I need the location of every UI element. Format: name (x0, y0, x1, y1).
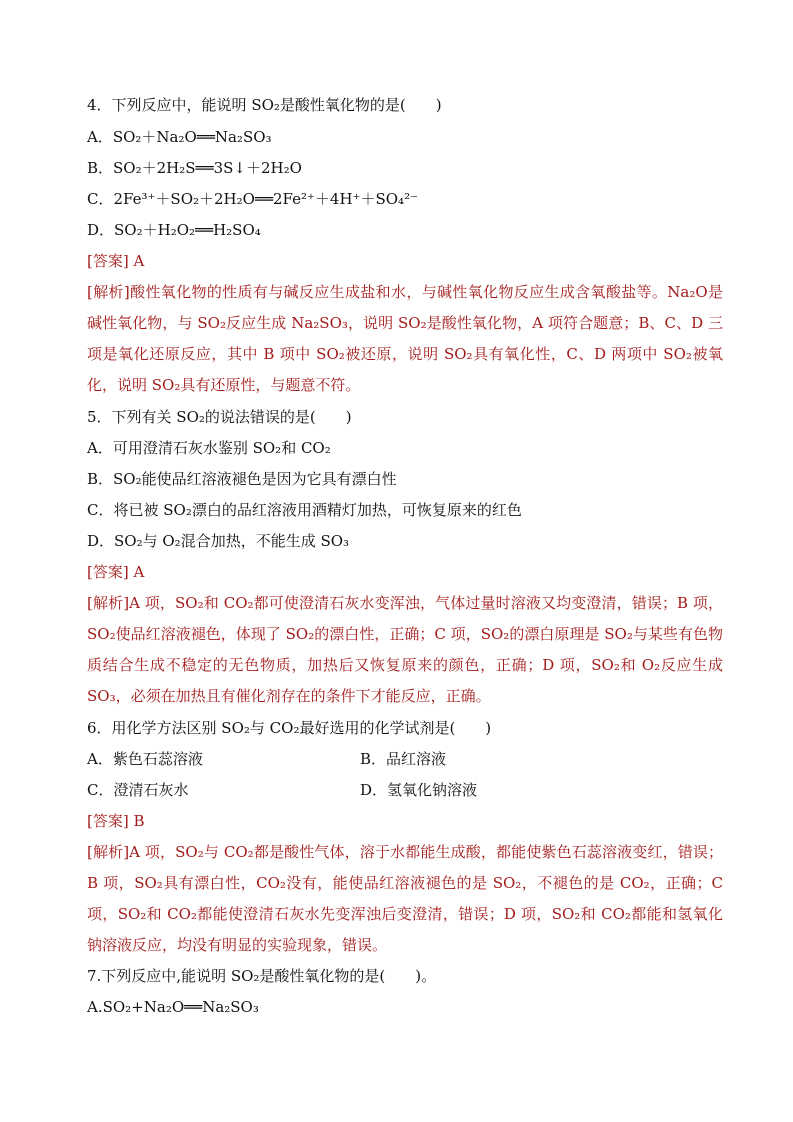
q5-analysis: [解析]A 项，SO₂和 CO₂都可使澄清石灰水变浑浊，气体过量时溶液又均变澄清，错误；B 项，SO₂使品红溶液褪色，体现了 SO₂的漂白性，正确；C 项，SO₂的漂白原理是 SO₂与某些有色物质结合生成不稳定的无色物质，加热后又恢复原来的颜色，正确；D 项，SO₂和 O₂反应生成 SO₃，必须在加热且有催化剂存在的条件下才能反应，正确。 (87, 594, 723, 705)
q6-option-a: A．紫色石蕊溶液 (87, 750, 203, 768)
q7-stem: 7.下列反应中,能说明 SO₂是酸性氧化物的是( )。 (87, 967, 437, 985)
q6-option-c: C．澄清石灰水 (87, 781, 189, 799)
q4-option-a: A．SO₂＋Na₂O══Na₂SO₃ (87, 128, 272, 146)
q4-option-b: B．SO₂＋2H₂S══3S↓＋2H₂O (87, 159, 302, 177)
q5-answer: [答案] A (87, 563, 145, 581)
q6-answer: [答案] B (87, 812, 145, 830)
q5-option-d: D．SO₂与 O₂混合加热，不能生成 SO₃ (87, 532, 350, 550)
q5-stem: 5．下列有关 SO₂的说法错误的是( ) (87, 408, 352, 426)
q6-stem: 6．用化学方法区别 SO₂与 CO₂最好选用的化学试剂是( ) (87, 719, 492, 737)
q7-option-a: A.SO₂+Na₂O══Na₂SO₃ (87, 998, 259, 1016)
q6-analysis: [解析]A 项，SO₂与 CO₂都是酸性气体，溶于水都能生成酸，都能使紫色石蕊溶液变红，错误；B 项，SO₂具有漂白性，CO₂没有，能使品红溶液褪色的是 SO₂，不褪色的是 CO₂，正确；C 项，SO₂和 CO₂都能使澄清石灰水先变浑浊后变澄清，错误；D 项，SO₂和 CO₂都能和氢氧化钠溶液反应，均没有明显的实验现象，错误。 (87, 843, 723, 954)
q6-option-b: B．品红溶液 (360, 750, 447, 768)
q6-option-d: D．氢氧化钠溶液 (360, 781, 478, 799)
q4-option-d: D．SO₂＋H₂O₂══H₂SO₄ (87, 221, 261, 239)
q5-option-b: B．SO₂能使品红溶液褪色是因为它具有漂白性 (87, 470, 397, 488)
q5-option-c: C．将已被 SO₂漂白的品红溶液用酒精灯加热，可恢复原来的红色 (87, 501, 522, 519)
q4-analysis: [解析]酸性氧化物的性质有与碱反应生成盐和水，与碱性氧化物反应生成含氧酸盐等。Na₂O是碱性氧化物，与 SO₂反应生成 Na₂SO₃，说明 SO₂是酸性氧化物，A 项符合题意；B、C、D 三项是氧化还原反应，其中 B 项中 SO₂被还原，说明 SO₂具有氧化性，C、D 两项中 SO₂被氧化，说明 SO₂具有还原性，与题意不符。 (87, 283, 723, 394)
q5-option-a: A．可用澄清石灰水鉴别 SO₂和 CO₂ (87, 439, 331, 457)
q4-answer: [答案] A (87, 252, 145, 270)
q4-option-c: C．2Fe³⁺＋SO₂＋2H₂O══2Fe²⁺＋4H⁺＋SO₄²⁻ (87, 190, 418, 208)
q4-stem: 4．下列反应中，能说明 SO₂是酸性氧化物的是( ) (87, 96, 442, 114)
